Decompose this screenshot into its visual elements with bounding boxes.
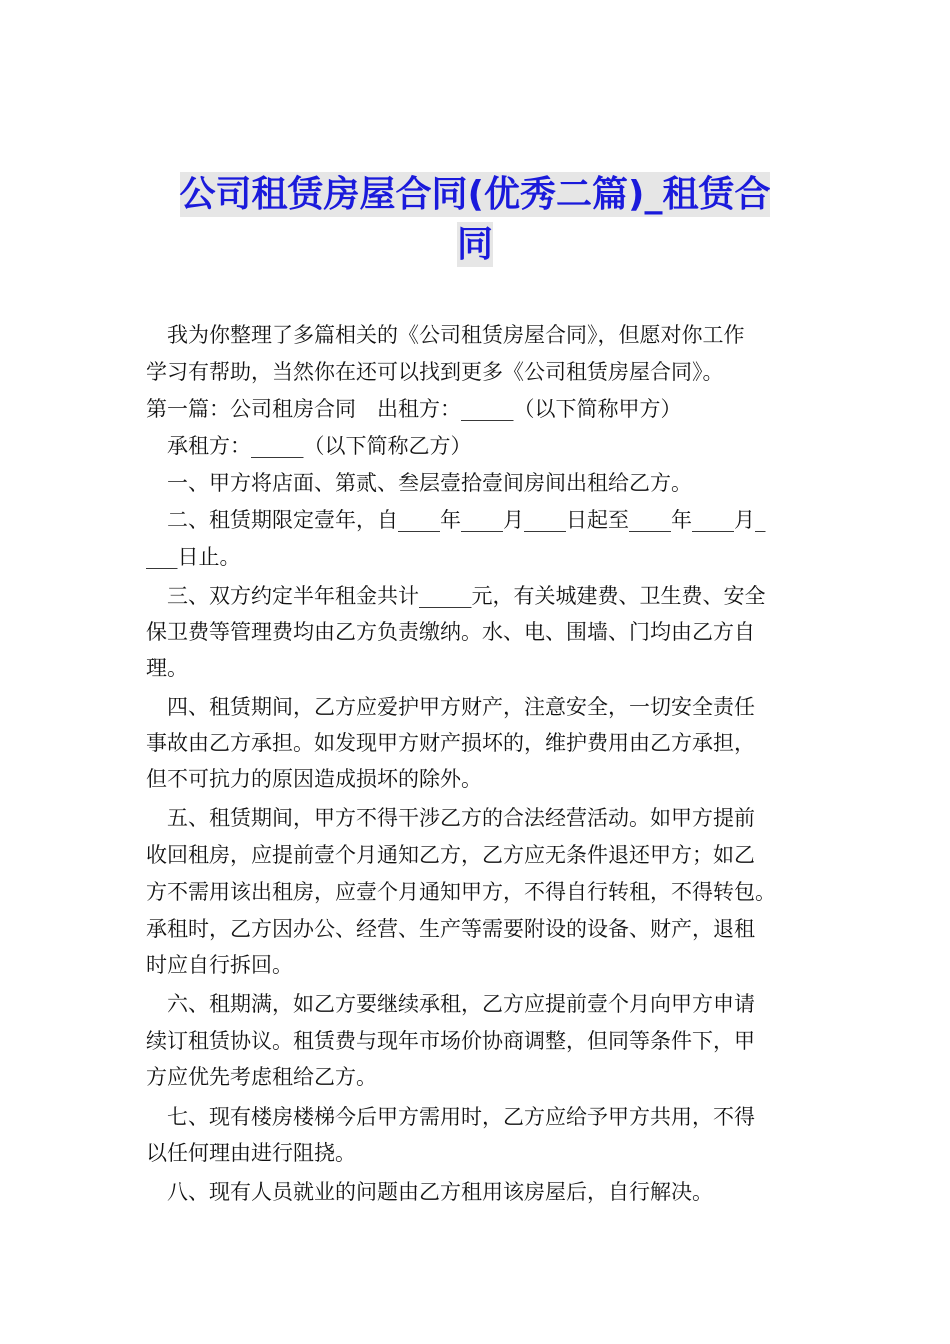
body-line: 保卫费等管理费均由乙方负责缴纳。水、电、围墙、门均由乙方自 bbox=[146, 620, 755, 644]
body-line: 六、租期满，如乙方要继续承租，乙方应提前壹个月向甲方申请 bbox=[146, 992, 755, 1016]
document-body bbox=[146, 317, 811, 1217]
body-line: 一、甲方将店面、第贰、叁层壹拾壹间房间出租给乙方。 bbox=[146, 471, 692, 495]
body-line: 方不需用该出租房，应壹个月通知甲方，不得自行转租，不得转包。 bbox=[146, 880, 776, 904]
body-line: 学习有帮助，当然你在还可以找到更多《公司租赁房屋合同》。 bbox=[146, 360, 724, 384]
body-line: 承租方：_____（以下简称乙方） bbox=[146, 434, 472, 458]
body-line: 第一篇：公司租房合同 出租方：_____（以下简称甲方） bbox=[146, 397, 682, 421]
body-line: ___日止。 bbox=[146, 545, 241, 569]
body-line: 但不可抗力的原因造成损坏的除外。 bbox=[146, 767, 482, 791]
body-line: 五、租赁期间，甲方不得干涉乙方的合法经营活动。如甲方提前 bbox=[146, 806, 755, 830]
document-title bbox=[0, 170, 950, 270]
body-line: 我为你整理了多篇相关的《公司租赁房屋合同》，但愿对你工作 bbox=[146, 323, 745, 347]
title-line-2 bbox=[0, 220, 950, 270]
title-text-1: 公司租赁房屋合同(优秀二篇)_租赁合 bbox=[179, 174, 771, 215]
body-line: 八、现有人员就业的问题由乙方租用该房屋后，自行解决。 bbox=[146, 1180, 713, 1204]
body-line: 承租时，乙方因办公、经营、生产等需要附设的设备、财产，退租 bbox=[146, 917, 755, 941]
body-line: 续订租赁协议。租赁费与现年市场价协商调整，但同等条件下，甲 bbox=[146, 1029, 755, 1053]
title-text-2: 同 bbox=[456, 224, 493, 265]
body-line: 理。 bbox=[146, 656, 188, 680]
body-line: 时应自行拆回。 bbox=[146, 953, 293, 977]
body-line: 七、现有楼房楼梯今后甲方需用时，乙方应给予甲方共用，不得 bbox=[146, 1105, 755, 1129]
title-line-1 bbox=[0, 170, 950, 220]
body-line: 收回租房，应提前壹个月通知乙方，乙方应无条件退还甲方；如乙 bbox=[146, 843, 755, 867]
body-line: 事故由乙方承担。如发现甲方财产损坏的，维护费用由乙方承担， bbox=[146, 731, 755, 755]
body-line: 方应优先考虑租给乙方。 bbox=[146, 1065, 377, 1089]
body-line: 三、双方约定半年租金共计_____元，有关城建费、卫生费、安全 bbox=[146, 584, 766, 608]
body-line: 四、租赁期间，乙方应爱护甲方财产，注意安全，一切安全责任 bbox=[146, 695, 755, 719]
body-line: 以任何理由进行阻挠。 bbox=[146, 1141, 356, 1165]
body-line: 二、租赁期限定壹年，自____年____月____日起至____年____月_ bbox=[146, 508, 766, 532]
